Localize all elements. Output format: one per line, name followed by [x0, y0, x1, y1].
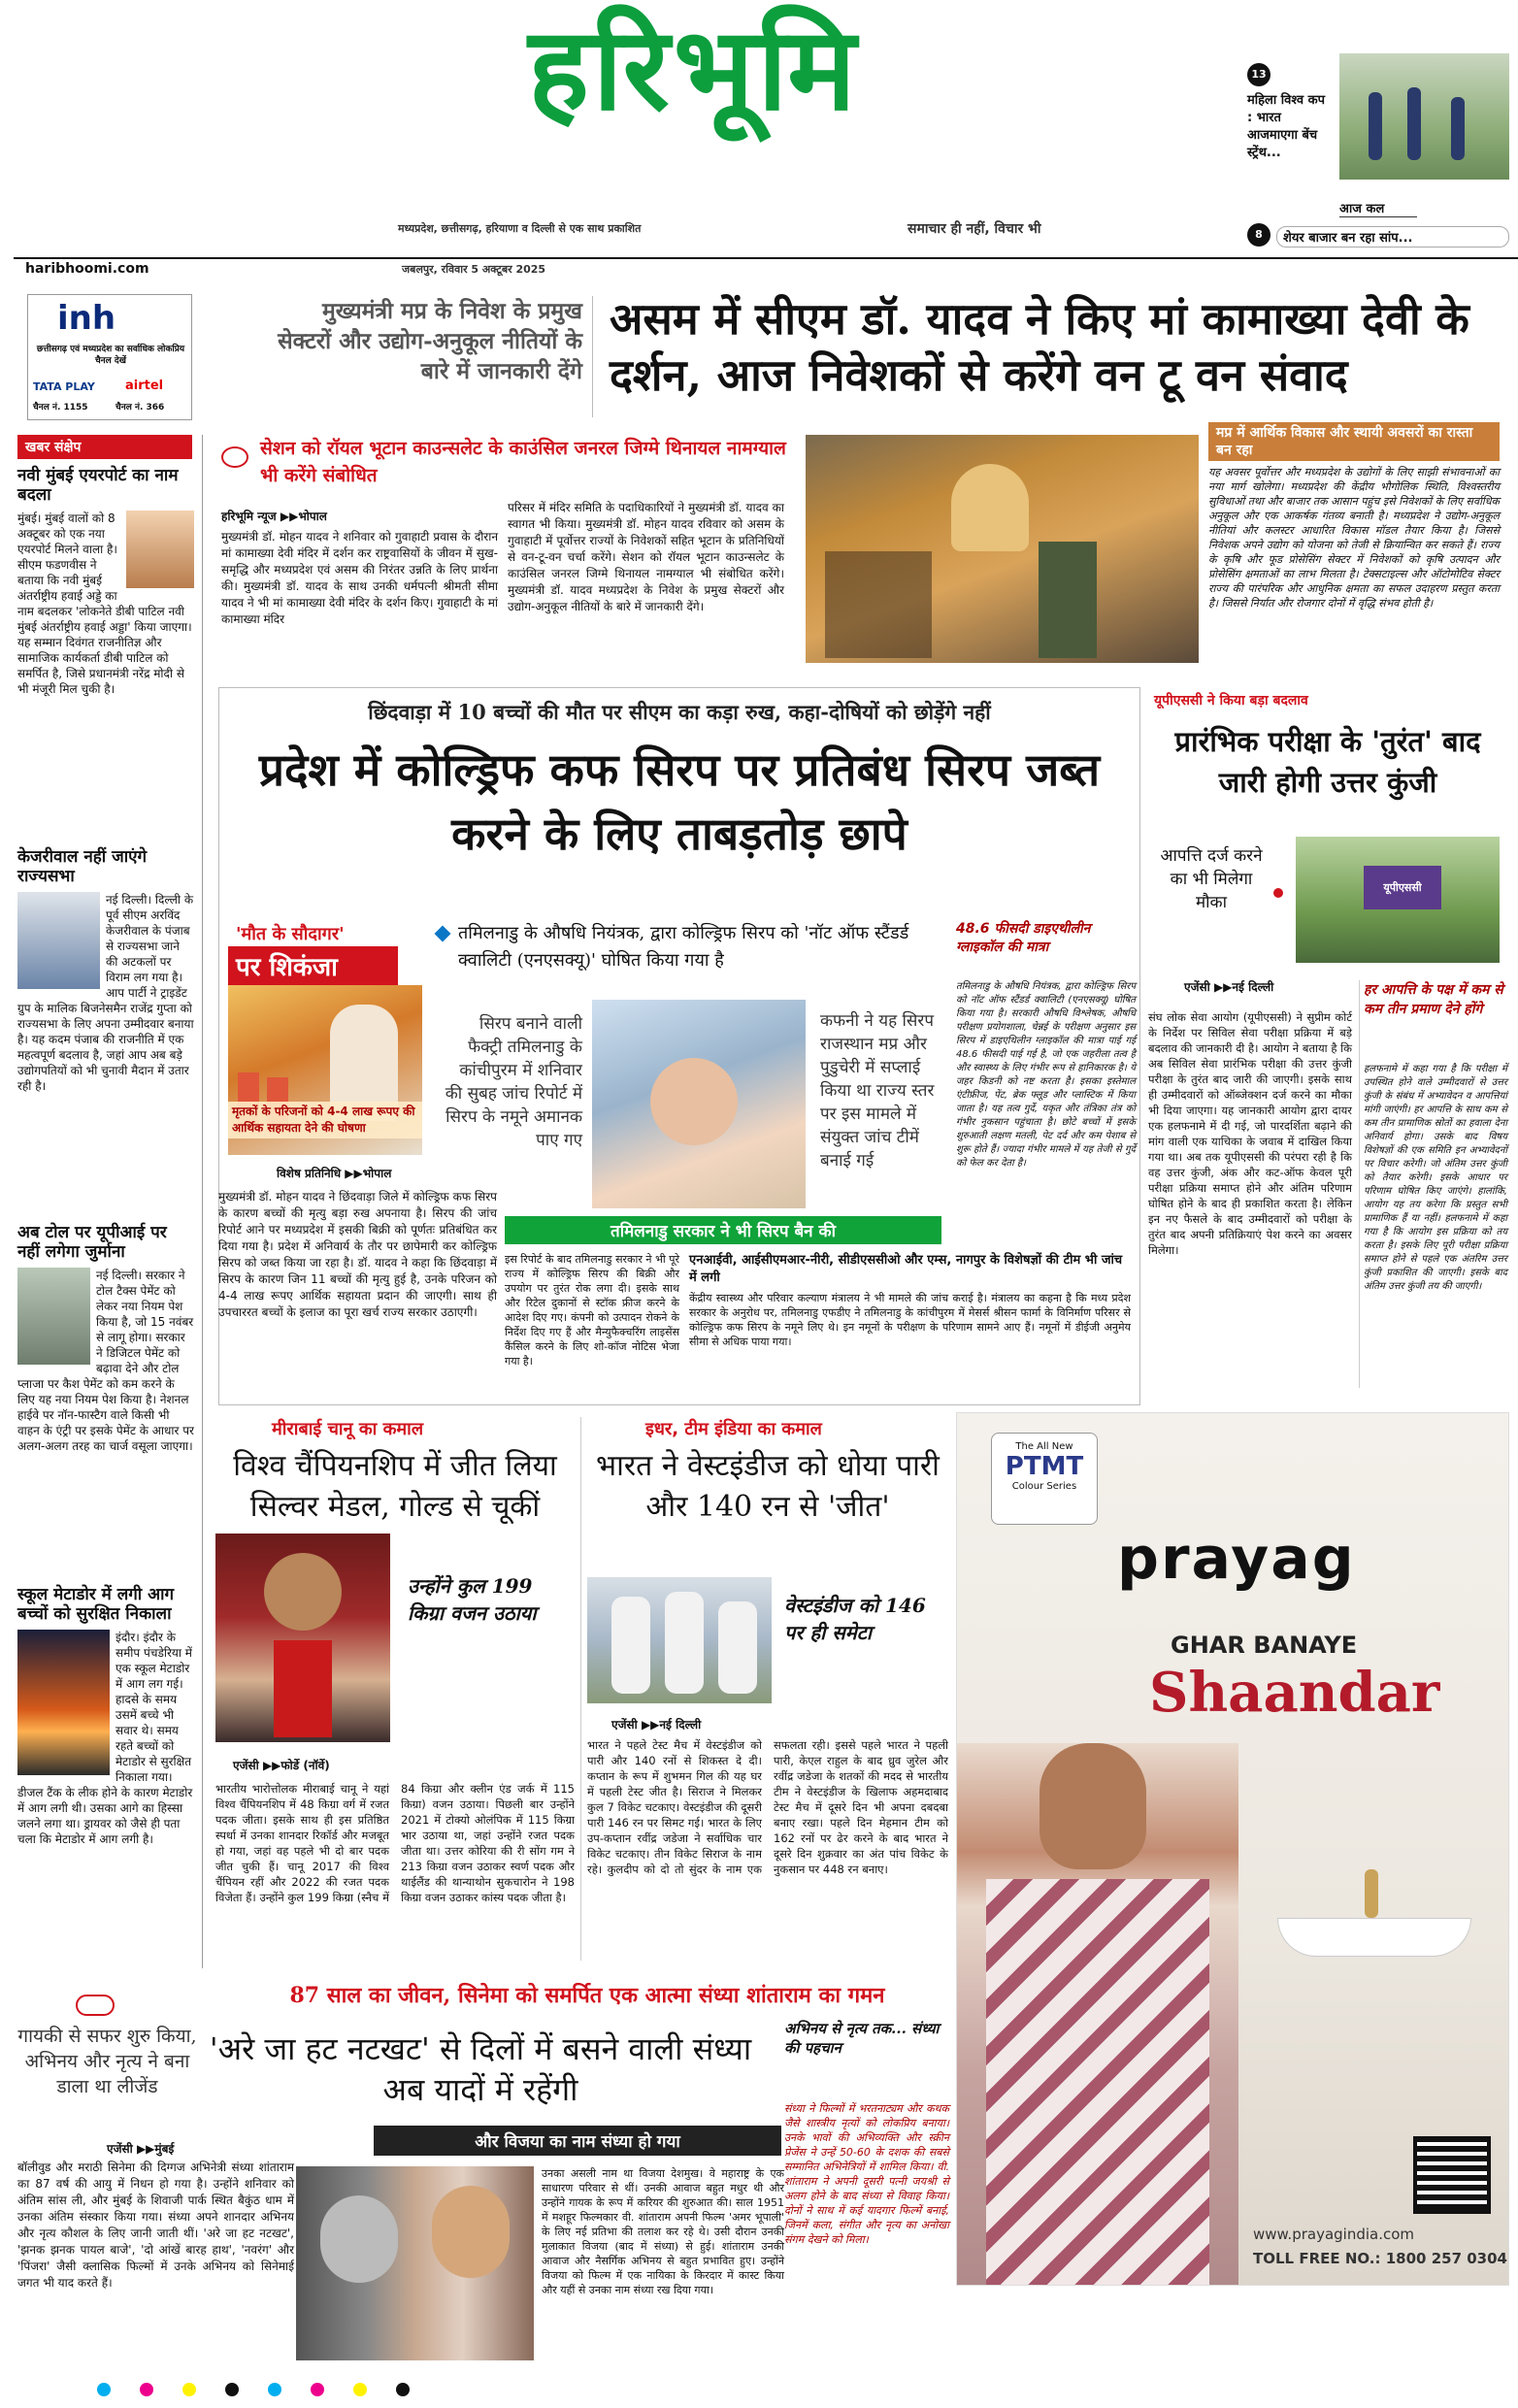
print-color-bar [97, 2383, 1417, 2396]
syrup-photo-caption: मृतकों के परिजनों को 4-4 लाख रूपए की आर्थिक सहायता देने की घोषणा [228, 1102, 422, 1138]
syrup-body-3: केंद्रीय स्वास्थ्य और परिवार कल्याण मंत्रालय ने भी मामले की जांच कराई है। मंत्रालय का कहना है कि मध्य प्रदेश सरकार के अनुरोध पर, तमिलनाडु एफडीए ने तमिलनाडु के कांचीपुरम में मेसर्स श्रीसन फार्मा के विनिर्माण परिसर से कोल्ड्रिफ कफ सिरप के नमूने लिए थे। इन नमूनों के परीक्षण के परिणाम सामने आए हैं। नमूनों में डीईजी अनुमेय सीमा से अधिक पाया गया। [689, 1292, 1131, 1348]
syrup-tag-1: 'मौत के सौदागर' [228, 920, 374, 947]
lead-sidebar-head: मप्र में आर्थिक विकास और स्थायी अवसरों का रास्ता बन रहा [1208, 422, 1500, 461]
lead-byline: हरिभूमि न्यूज ▶▶भोपाल [221, 510, 327, 523]
upsc-sign: यूपीएससी [1364, 866, 1441, 909]
mirabai-photo [215, 1534, 390, 1742]
newspaper-logo[interactable]: हरिभूमि [528, 1, 860, 136]
inh-tagline: छत्तीसगढ़ एवं मध्यप्रदेश का सर्वाधिक लोकप्रिय चैनल देखें [36, 345, 185, 366]
cricket-stat: वेस्टइंडीज को 146 पर ही समेटा [784, 1594, 926, 1644]
syrup-headline[interactable]: प्रदेश में कोल्ड्रिफ कफ सिरप पर प्रतिबंध सिरप जब्त करने के लिए ताबड़तोड़ छापे [258, 743, 1101, 860]
inh-logo: inh [57, 299, 116, 338]
cm-temple-photo [806, 435, 1199, 663]
syrup-quote-2: कफनी ने यह सिरप राजस्थान मप्र और पुडुचेरी में सप्लाई किया था राज्य स्तर पर इस मामले में संयुक्त जांच टीमें बनाई गई [820, 1011, 935, 1171]
shantaram-subhead: और विजया का नाम संध्या हो गया [374, 2126, 781, 2156]
brief-3[interactable] [17, 1223, 194, 1454]
tn-ban-tag: तमिलनाडु सरकार ने भी सिरप बैन की [505, 1216, 941, 1244]
syrup-kicker: छिंदवाड़ा में 10 बच्चों की मौत पर सीएम का कड़ा रुख, कहा-दोषियों को छोड़ेंगे नहीं [368, 700, 991, 724]
brief-headline: स्कूल मेटाडोर में लगी आग बच्चों को सुरक्षित निकाला [17, 1585, 175, 1624]
cricket-photo [587, 1577, 772, 1703]
cricket-body: भारत ने पहले टेस्ट मैच में वेस्टइंडीज को पारी और 140 रनों से शिकस्त दे दी। कप्तान के रूप में शुभमन गिल की यह घर में पहली टेस्ट जीत है। सिराज ने मिलकर कुल 7 विकेट चटकाए। वेस्टइंडीज की दूसरी पारी 146 रन पर सिमट गई। भारत के लिए उप-कप्तान रवींद्र जडेजा ने सर्वाधिक चार विकेट चटकाए। तीन विकेट सिराज के नाम रहे। कुलदीप को दो तो सुंदर के नाम एक सफलता रही। इससे पहले भारत ने पहली पारी, केएल राहुल के बाद ध्रुव जुरेल और रवींद्र जडेजा के शतकों की मदद से भारतीय टीम ने वेस्टइंडीज के खिलाफ अहमदाबाद टेस्ट मैच में दूसरे दिन भी अपना दबदबा बनाए रखा। पहले दिन मेहमान टीम को 162 रनों पर ढेर करने के बाद भारत ने दूसरे दिन शुक्रवार का अंत पांच विकेट के नुकसान पर 448 रन बनाए। [587, 1738, 948, 1876]
tata-channel: चैनल नं. 1155 [33, 403, 88, 412]
metador-fire-photo [17, 1630, 110, 1775]
sandhya-photo [296, 2166, 534, 2360]
divider [1359, 980, 1360, 1388]
teaser-page-badge: 13 [1247, 63, 1270, 86]
badge-bot: Colour Series [1011, 1481, 1077, 1492]
upsc-building-photo [1296, 837, 1500, 963]
upsc-sidebar-head: हर आपत्ति के पक्ष में कम से कम तीन प्रमाण देने होंगे [1364, 982, 1503, 1017]
teaser-1[interactable] [1247, 53, 1509, 184]
lead-body-col2: परिसर में मंदिर समिति के पदाधिकारियों ने मुख्यमंत्री डॉ. यादव का स्वागत भी किया। मुख्यमंत्री डॉ. मोहन यादव रविवार को असम के गुवाहाटी में पूर्वोत्तर राज्यों के निवेशकों सहित भूटान के प्रतिनिधियों से वन-टू-वन चर्चा करेंगे। सेशन को रॉयल भूटान काउन्सलेट के काउंसिल जनरल जिग्मे थिनायल नामग्याल भी संबोधित करेंगे। मुख्यमंत्री डॉ. यादव मध्यप्रदेश के निवेश के प्रमुख सेक्टरों और उद्योग-अनुकूल नीतियों के बारे में जानकारी देंगे। [508, 501, 784, 613]
upsc-tag: यूपीएससी ने किया बड़ा बदलाव [1148, 689, 1314, 711]
mirabai-stat: उन्होंने कुल 199 किग्रा वजन उठाया [408, 1574, 537, 1625]
divider [592, 296, 593, 417]
upsc-body: संघ लोक सेवा आयोग (यूपीएससी) ने सुप्रीम कोर्ट के निर्देश पर सिविल सेवा परीक्षा प्रक्रिया में बड़े बदलाव की जानकारी दी है। आयोग ने बताया है कि अब सिविल सेवा प्रारंभिक परीक्षा की उत्तर कुंजी परीक्षा के तुरंत बाद जारी की जाएगी। इसके साथ ही उम्मीदवारों को ऑब्जेक्शन दर्ज करने का मौका भी दिया जाएगा। यह जानकारी आयोग द्वारा दायर एक हलफनामे में दी गई, जो पारदर्शिता बढ़ाने की मांग वाली एक याचिका के जवाब में दाखिल किया गया था। अब तक यूपीएससी की परंपरा रही है कि वह उत्तर कुंजी, अंक और कट-ऑफ केवल पूरी परीक्षा प्रक्रिया समाप्त होने और अंतिम परिणाम घोषित होने के बाद ही प्रकाशित करता है। लेकिन इन नए फैसले के बाद उम्मीदवारों को परीक्षा के तुरंत बाद अपनी प्रतिक्रियाएं पेश करने का अवसर मिलेगा। [1148, 1010, 1352, 1257]
syrup-body-3-head: एनआईवी, आईसीएमआर-नीरी, सीडीएससीओ और एम्स, नागपुर के विशेषज्ञों की टीम भी जांच में लगी [689, 1253, 1123, 1285]
prayag-logo: prayag [1117, 1525, 1356, 1593]
brief-headline: केजरीवाल नहीं जाएंगे राज्यसभा [17, 847, 148, 886]
washbasin [1277, 1918, 1471, 1957]
syrup-sidebar-body: तमिलनाडु के औषधि नियंत्रक, द्वारा कोल्ड्रिफ सिरप को नॉट ऑफ स्टैंडर्ड क्वालिटी (एनएसक्यू) घोषित किया गया है। सरकारी औषधि विश्लेषक, औषधि परीक्षण प्रयोगशाला, चेन्नई के परीक्षण अनुसार इस सिरप में डाइएथिलीन ग्लाइकॉल की मात्रा पाई गई 48.6 फीसदी पाई गई है, जो एक जहरीला तत्व है और स्वास्थ्य के लिए गंभीर रूप से हानिकारक है। ये जहर किडनी को नष्ट करता है। इसका इस्तेमाल एंटीफ्रीज, पेंट, ब्रेक फ्लूड और प्लास्टिक में किया जाता है। यह तत्व गुर्दे, यकृत और तंत्रिका तंत्र को गंभीर नुकसान पहुंचाता है। छोटे बच्चों में इसके शुरुआती लक्षण मतली, पेट दर्द और कम पेशाब से शुरू होते हैं। ज्यादा गंभीर मामले में यह तेजी से गुर्दे को फेल कर देता है। [956, 981, 1136, 1169]
brief-body: इंदौर। इंदौर के समीप पंचडेरिया में एक स्कूल मेटाडोर में आग लग गई। हादसे के समय उसमें बच्चे भी सवार थे। समय रहते बच्चों को मेटाडोर से सुरक्षित निकाला गया। डीजल टैंक के लीक होने के कारण मेटाडोर में आग लगी थी। उसका आगे का हिस्सा जलने लगा था। ड्रायवर को जैसे ही पता चला कि मेटाडोर में आग लगी है। [17, 1631, 193, 1846]
brief-body: नई दिल्ली। दिल्ली के पूर्व सीएम अरविंद केजरीवाल के पंजाब से राज्यसभा जाने की अटकलों पर विराम लग गया है। आप पार्टी ने ट्राइडेंट ग्रुप के मालिक बिजनेसमैन राजेंद्र गुप्ता को राज्यसभा के लिए अपना उम्मीदवार बनाया है। यह कदम पंजाब की राजनीति में एक महत्वपूर्ण बदलाव है, जहां आप अब बड़े उद्योगपतियों को भी चुनावी मैदान में उतार रही है। [17, 893, 194, 1093]
upsc-sidebar-body: हलफनामे में कहा गया है कि परीक्षा में उपस्थित होने वाले उम्मीदवारों से उत्तर कुंजी के संबंध में अभ्यावेदन व आपत्तियां मांगी जाएंगी। हर आपत्ति के साथ कम से कम तीन प्रामाणिक स्रोतों का हवाला देना अनिवार्य होगा। उसके बाद विषय विशेषज्ञों की एक समिति इन अभ्यावेदनों पर विचार करेगी। जो अंतिम उत्तर कुंजी को तैयार करेगी। इसके आधार पर परिणाम घोषित किए जाएंगे। हालांकि, आयोग यह तय करेगा कि प्रस्तुत सभी प्रामाणिक हैं या नहीं। हलफनामे में कहा गया है कि आयोग इस प्रक्रिया को तय करता है। इसके लिए पूरी परीक्षा प्रक्रिया समाप्त होने से पहले एक अंतरिम उत्तर कुंजी प्रकाशित की जाएगी। इसके बाद अंतिम उत्तर कुंजी तय की जाएगी। [1364, 1064, 1507, 1292]
dateline: जबलपुर, रविवार 5 अक्टूबर 2025 [402, 263, 546, 276]
ptmt-badge [991, 1433, 1098, 1525]
faucet [1365, 1869, 1378, 1918]
fadnavis-photo [126, 511, 194, 588]
syrup-quote-1: सिरप बनाने वाली फैक्ट्री तमिलनाडु के कांचीपुरम में शनिवार की सुबह जांच रिपोर्ट में सिरप के नमूने अमानक पाए गए [445, 1014, 582, 1150]
ajay-devgn-photo [957, 1743, 1238, 2286]
masthead [0, 0, 1518, 277]
airtel-channel: चैनल नं. 366 [116, 403, 165, 412]
airtel-logo: airtel [125, 379, 164, 393]
prayag-tollfree: TOLL FREE NO.: 1800 257 0304 [1253, 2250, 1507, 2267]
teaser-label: आज कल [1339, 199, 1417, 217]
shantaram-byline: एजेंसी ▶▶मुंबई [107, 2142, 175, 2156]
shantaram-sidebar-head: अभिनय से नृत्य तक... संध्या की पहचान [784, 2020, 940, 2057]
masthead-motto: समाचार ही नहीं, विचार भी [908, 221, 1041, 237]
prayag-tagline-1: GHAR BANAYE [1171, 1632, 1358, 1659]
mirabai-byline: एजेंसी ▶▶फोर्डे (नॉर्वे) [233, 1759, 330, 1772]
lead-headline[interactable]: असम में सीएम डॉ. यादव ने किए मां कामाख्या देवी के दर्शन, आज निवेशकों से करेंगे वन टू वन संवाद [610, 293, 1469, 401]
briefs-label: खबर संक्षेप [17, 435, 192, 459]
upsc-byline: एजेंसी ▶▶नई दिल्ली [1184, 980, 1274, 994]
upsc-quote: आपत्ति दर्ज करने का भी मिलेगा मौका [1160, 846, 1263, 912]
cricket-headline[interactable]: भारत ने वेस्टइंडीज को धोया पारी और 140 रन से 'जीत' [596, 1449, 940, 1524]
teaser-2[interactable] [1247, 199, 1509, 257]
lead-body-col1: मुख्यमंत्री डॉ. मोहन यादव ने शनिवार को गुवाहाटी प्रवास के दौरान मां कामाख्या देवी मंदिर में दर्शन कर राष्ट्रवासियों के जीवन में सुख-समृद्धि और मध्यप्रदेश एवं असम की निरंतर उन्नति के लिए प्रार्थना की। मुख्यमंत्री डॉ. यादव के साथ उनकी धर्मपत्नी श्रीमती सीमा यादव ने भी मां कामाख्या देवी मंदिर के दर्शन किए। गुवाहाटी के मां कामाख्या मंदिर [221, 530, 498, 626]
toll-plaza-photo [17, 1268, 90, 1365]
teaser-text: शेयर बाजार बन रहा सांप... [1276, 226, 1509, 247]
mirabai-body: भारतीय भारोत्तोलक मीराबाई चानू ने यहां विश्व चैंपियनशिप में 48 किग्रा वर्ग में रजत पदक जीता। इसके साथ ही इस प्रतिष्ठित स्पर्धा में उनका शानदार रिकॉर्ड और मजबूत हो गया, जहां वह पहले भी दो बार पदक जीत चुकी हैं। चानू 2017 की विश्व चैंपियन रहीं और 2022 की रजत पदक विजेता हैं। उन्होंने कुल 199 किग्रा (स्नैच में 84 किग्रा और क्लीन एंड जर्क में 115 किग्रा) वजन उठाया। पिछली बार उन्होंने 2021 में टोक्यो ओलंपिक में 115 किग्रा भार उठाया था, जहां उन्होंने रजत पदक जीता था। उत्तर कोरिया की री सोंग गम ने 213 किग्रा वजन उठाकर स्वर्ण पदक और थाईलैंड की थान्याथोन सुकचारोन ने 198 किग्रा वजन उठाकर कांस्य पदक जीता है। [215, 1782, 575, 1904]
prayag-tagline-2: Shaandar [1149, 1661, 1440, 1725]
lead-subhead [221, 435, 794, 493]
teaser-text: महिला विश्व कप : भारत आजमाएगा बेंच स्ट्रेंथ... [1247, 93, 1325, 160]
badge-top: The All New [1015, 1441, 1073, 1452]
quote-mark-icon [1273, 888, 1283, 898]
mirabai-headline[interactable]: विश्व चैंपियनशिप में जीत लिया सिल्वर मेडल, गोल्ड से चूकीं [233, 1449, 557, 1524]
masthead-subtitle: मध्यप्रदेश, छत्तीसगढ़, हरियाणा व दिल्ली से एक साथ प्रकाशित [398, 222, 642, 235]
syrup-body-1: मुख्यमंत्री डॉ. मोहन यादव ने छिंदवाड़ा जिले में कोल्ड्रिफ कफ सिरप के कारण बच्चों की मृत्यु बड़ा रुख अपनाया है। सिरप की जांच रिपोर्ट आने पर मध्यप्रदेश में इसकी बिक्री को पूर्णतः प्रतिबंधित कर दिया गया है। प्रदेश में अनिवार्य के तौर पर छापेमारी कर कोल्ड्रिफ सिरप को जब्त किया जा रहा है। डॉ. यादव ने कहा कि छिंदवाड़ा में सिरप के कारण जिन 11 बच्चों की मृत्यु हुई है, उनके परिजन को 4-4 लाख रूपए आर्थिक सहायता प्रदान की जाएगी। साथ ही उपचाररत बच्चों के इलाज का पूरा खर्च राज्य सरकार उठाएगी। [218, 1190, 497, 1319]
lead-sidebar [1208, 422, 1500, 665]
brief-body: मुंबई। मुंबई वालों को 8 अक्टूबर को एक नया एयरपोर्ट मिलने वाला है। सीएम फडणवीस ने बताया कि नवी मुंबई अंतर्राष्ट्रीय हवाई अड्डे का नाम बदलकर 'लोकनेते डीबी पाटिल नवी मुंबई अंतर्राष्ट्रीय हवाई अड्डा' किया जाएगा। यह सम्मान दिवंगत राजनीतिज्ञ और सामाजिक कार्यकर्ता डीबी पाटिल को समर्पित है, जिसे प्रधानमंत्री नरेंद्र मोदी से भी मंजूरी मिल चुकी है। [17, 511, 192, 696]
cricket-byline: एजेंसी ▶▶नई दिल्ली [611, 1718, 702, 1732]
brief-body: नई दिल्ली। सरकार ने टोल टैक्स पेमेंट को लेकर नया नियम पेश किया है, जो 15 नवंबर से लागू होगा। सरकार ने डिजिटल पेमेंट को बढ़ावा देने और टोल प्लाजा पर कैश पेमेंट को कम करने के लिए यह नया नियम पेश किया है। नेशनल हाईवे पर नॉन-फास्टैग वाले किसी भी वाहन के एंट्री पर इसके पेमेंट के आधार पर अलग-अलग तरह का चार्ज वसूला जाएगा। [17, 1269, 194, 1453]
brief-headline: अब टोल पर यूपीआई पर नहीं लगेगा जुर्माना [17, 1223, 167, 1262]
syrup-deck-text: तमिलनाडु के औषधि नियंत्रक, द्वारा कोल्ड्रिफ सिरप को 'नॉट ऑफ स्टैंडर्ड क्वालिटी (एनएसक्यू)' घोषित किया गया है [458, 923, 909, 971]
qr-code-icon[interactable] [1413, 2136, 1491, 2214]
mirabai-tag: मीराबाई चानू का कमाल [272, 1419, 424, 1439]
cricket-team-photo [1339, 53, 1509, 180]
brief-4[interactable] [17, 1585, 194, 1847]
shantaram-quote-text: गायकी से सफर शुरु किया, अभिनय और नृत्य ने बना डाला था लीजेंड [17, 2026, 197, 2097]
child-hospital-photo [592, 1000, 806, 1208]
prayag-ad[interactable] [956, 1412, 1509, 2286]
syrup-byline: विशेष प्रतिनिधि ▶▶भोपाल [277, 1167, 392, 1180]
prayag-website[interactable]: www.prayagindia.com [1253, 2226, 1415, 2243]
speech-bubble-icon [221, 446, 248, 468]
teaser-page-badge: 8 [1247, 223, 1270, 247]
upsc-headline[interactable]: प्रारंभिक परीक्षा के 'तुरंत' बाद जारी होगी उत्तर कुंजी [1174, 725, 1481, 799]
badge-mid: PTMT [1005, 1452, 1084, 1481]
inh-ad[interactable] [27, 294, 192, 420]
shantaram-headline[interactable]: 'अरे जा हट नटखट' से दिलों में बसने वाली संध्या अब यादों में रहेंगी [209, 2030, 752, 2108]
cricket-tag: इधर, टीम इंडिया का कमाल [645, 1419, 822, 1439]
divider [580, 1417, 581, 1961]
lead-sidebar-body: यह अवसर पूर्वोत्तर और मध्यप्रदेश के उद्योगों के लिए साझी संभावनाओं का नया मार्ग खोलेगा। मध्यप्रदेश की केंद्रीय भौगोलिक स्थिति, विश्वस्तरीय सुविधाओं तथा और बाजार तक आसान पहुंच इसे निवेशकों के लिए सर्वाधिक अनुकूल और एक आकर्षक गंतव्य बनाती है। मध्यप्रदेश ने उद्योग-अनुकूल नीतियां और कलस्टर आधारित विकास मॉडल तैयार किया है। जिससे निवेशक अपने उद्योग को योजना को तेजी से क्रियान्वित कर सकते हैं। राज्य के कृषि और फूड प्रोसेसिंग सेक्टर में निवेशकों को कृषि उत्पादन और प्रोसेसिंग क्षमताओं का लाभ मिलता है। टेक्सटाइल्स और ऑटोमोटिव सेक्टर राज्य की पारंपरिक और आधुनिक क्षमता का सफल उदाहरण प्रस्तुत करता है। जिससे निर्यात और रोजगार दोनों में वृद्धि संभव होती है। [1208, 466, 1500, 610]
website-link[interactable]: haribhoomi.com [25, 261, 149, 277]
brief-1[interactable] [17, 466, 194, 697]
shantaram-body-2: उनका असली नाम था विजया देशमुख। वे महाराष्ट्र के एक साधारण परिवार से थीं। उनकी आवाज बहुत मधुर थी और उन्होंने गायक के रूप में करियर की शुरुआत की। साल 1951 में मशहूर फिल्मकार वी. शांताराम अपनी फिल्म 'अमर भूपाली' के लिए नई प्रतिभा की तलाश कर रहे थे। उसी दौरान उनकी मुलाकात विजया (बाद में संध्या) से हुई। शांताराम उनकी आवाज और नैसर्गिक अभिनय से बहुत प्रभावित हुए। उन्होंने विजया को फिल्म में एक नायिका के किरदार में कास्ट किया और यहीं से उनका नाम संध्या रख दिया गया। [542, 2167, 784, 2296]
speech-bubble-icon [76, 1995, 115, 2016]
brief-headline: नवी मुंबई एयरपोर्ट का नाम बदला [17, 466, 179, 505]
syrup-sidebar-head: 48.6 फीसदी डाइएथीलीन ग्लाइकॉल की मात्रा [956, 921, 1091, 955]
lead-subhead-text: सेशन को रॉयल भूटान काउन्सलेट के काउंसिल जनरल जिग्मे थिनायल नामग्याल भी करेंगे संबोधित [260, 438, 786, 486]
shantaram-body-1: बॉलीवुड और मराठी सिनेमा की दिग्गज अभिनेत्री संध्या शांताराम का 87 वर्ष की आयु में निधन हो गया है। उन्होंने शनिवार को अंतिम सांस ली, और मुंबई के शिवाजी पार्क स्थित बैकुंठ धाम में उनका अंतिम संस्कार किया गया। संध्या अपने शानदार अभिनय और नृत्य कौशल के लिए जानी जाती थीं। 'अरे जा हट नटखट', 'झनक झनक पायल बाजे', 'दो आंखें बारह हाथ', 'नवरंग' और 'पिंजरा' जैसी क्लासिक फिल्मों में उनके अभिनय को सिनेमाई जगत भी याद करते हैं। [17, 2161, 294, 2290]
kejriwal-photo [17, 892, 100, 989]
tata-play-logo: TATA PLAY [33, 380, 95, 393]
masthead-bar [14, 257, 1518, 277]
briefs-divider [202, 435, 203, 1968]
shantaram-kicker: 87 साल का जीवन, सिनेमा को समर्पित एक आत्मा संध्या शांताराम का गमन [289, 1983, 885, 2008]
lead-kicker: मुख्यमंत्री मप्र के निवेश के प्रमुख सेक्टरों और उद्योग-अनुकूल नीतियों के बारे में जानकारी देंगे [278, 298, 582, 384]
syrup-body-2: इस रिपोर्ट के बाद तमिलनाडु सरकार ने भी पूरे राज्य में कोल्ड्रिफ सिरप की बिक्री और उपयोग पर तुरंत रोक लगा दी। इसके साथ और रिटेल दुकानों से स्टॉक फ्रीज करने के आदेश दिए गए। कंपनी को उत्पादन रोकने के निर्देश दिए गए हैं और मैन्युफैक्चरिंग लाइसेंस कैंसिल करने के लिए शो-कॉज नोटिस भेजा गया है। [505, 1253, 679, 1368]
syrup-tag-2: पर शिकंजा [228, 946, 398, 985]
brief-2[interactable] [17, 847, 194, 1094]
shantaram-sidebar-body: संध्या ने फिल्मों में भरतनाट्यम और कथक जैसे शास्त्रीय नृत्यों को लोकप्रिय बनाया। उनके भावों की अभिव्यक्ति और स्क्रीन प्रेजेंस ने उन्हें 50-60 के दशक की सबसे सम्मानित अभिनेत्रियों में शामिल किया। वी. शांताराम ने अपनी दूसरी पत्नी जयश्री से अलग होने के बाद संध्या से विवाह किया। दोनों ने साथ में कई यादगार फिल्में बनाई, जिनमें कला, संगीत और नृत्य का अनोखा संगम देखने को मिला। [784, 2102, 949, 2246]
